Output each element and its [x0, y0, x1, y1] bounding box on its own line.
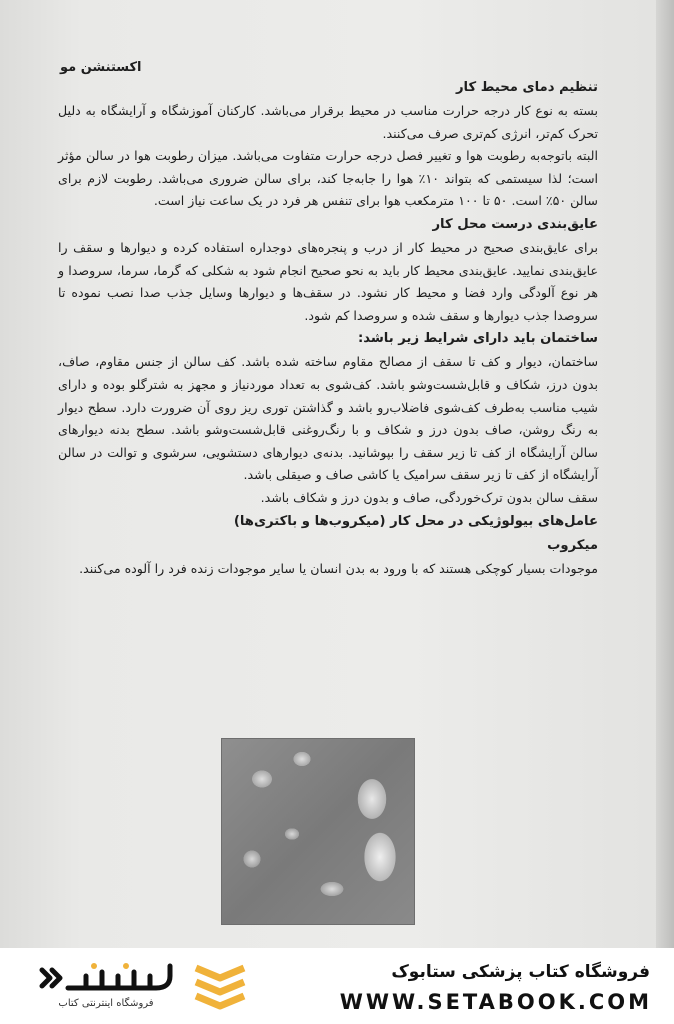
setabook-logo-icon: [190, 960, 250, 1012]
section-heading: میکروب: [547, 537, 598, 553]
setabook-logo-wordmark: [36, 958, 176, 998]
page-body-text: [58, 76, 598, 580]
body-paragraph: سقف سالن بدون ترک‌خوردگی، صاف و بدون درز و شکاف باشد.: [260, 489, 598, 505]
body-paragraph: برای عایق‌بندی صحیح در محیط کار از درب و پنجره‌های دوجداره استفاده کرده و دیوارها و سقف را عایق‌بندی نمایید. عایق‌بندی محیط کار باید به نحو صحیح انجام شود به شکلی که گرما، سرما، سروصدا و هر نوع آلودگی وارد فضا و محیط کار نشود. در سقف‌ها و دیوارها وسایل جذب صدا نصب نموده تا سروصدا جذب دیوارها و سقف شده و سروصدا کم شود.: [58, 239, 598, 323]
shop-url[interactable]: WWW.SETABOOK.COM: [339, 990, 652, 1014]
running-head: اکستنشن مو: [60, 60, 142, 75]
shop-name: فروشگاه کتاب پزشکی ستابوک: [391, 962, 650, 982]
section-heading: ساختمان باید دارای شرایط زیر باشد:: [357, 331, 598, 347]
body-paragraph: ساختمان، دیوار و کف تا سقف از مصالح مقاوم ساخته شده باشد. کف سالن از جنس مقاوم، صاف، بدون درز، شکاف و قابل‌شست‌وشو باشد. کف‌شوی به تعداد موردنیاز و مجهز به شترگلو بوده و دارای شیب مناسب به‌طرف کف‌شوی فاضلاب‌رو باشد و گذاشتن توری ریز روی آن ضرورت دارد. سطح دیوار به رنگ روشن، صاف بدون درز و شکاف و با رنگ‌روغنی قابل‌شست‌وشو باشد. سطح بدنه دیوارهای سالن آرایشگاه از کف تا زیر سقف را بپوشانید. بدنه‌ی دیوارهای دستشویی، سرشوی و توالت در سالن آرایشگاه از کف تا زیر سقف سرامیک یا کاشی صاف و صیقلی باشد.: [58, 354, 598, 483]
logo-tagline: فروشگاه اینترنتی کتاب: [58, 998, 154, 1009]
microbe-micrograph-image: [221, 738, 415, 925]
body-paragraph: بسته به نوع کار درجه حرارت مناسب در محیط برقرار می‌باشد. کارکنان آموزشگاه و آرایشگاه به دلیل تحرک کم‌تر، انرژی کم‌تری صرف می‌کنند.: [58, 103, 598, 141]
section-heading: تنظیم دمای محیط کار: [455, 80, 598, 95]
page-spine-shadow: [656, 0, 674, 948]
watermark-footer: [0, 948, 674, 1024]
section-heading: عایق‌بندی درست محل کار: [432, 216, 598, 232]
body-paragraph: البته باتوجه‌به رطوبت هوا و تغییر فصل درجه حرارت متفاوت می‌باشد. میزان رطوبت هوا در سالن مؤثر است؛ لذا سیستمی که بتواند ۱۰٪ هوا را جابه‌جا کند، برای سالن ضروری می‌باشد. رطوبت لازم برای سالن ۵۰٪ است. ۵۰ تا ۱۰۰ مترمکعب هوا برای تنفس هر فرد در یک ساعت نیاز است.: [58, 148, 599, 209]
body-paragraph: موجودات بسیار کوچکی هستند که با ورود به بدن انسان یا سایر موجودات زنده فرد را آلوده می‌کنند.: [79, 560, 598, 576]
section-heading: عامل‌های بیولوژیکی در محل کار (میکروب‌ها و باکتری‌ها): [233, 513, 598, 529]
